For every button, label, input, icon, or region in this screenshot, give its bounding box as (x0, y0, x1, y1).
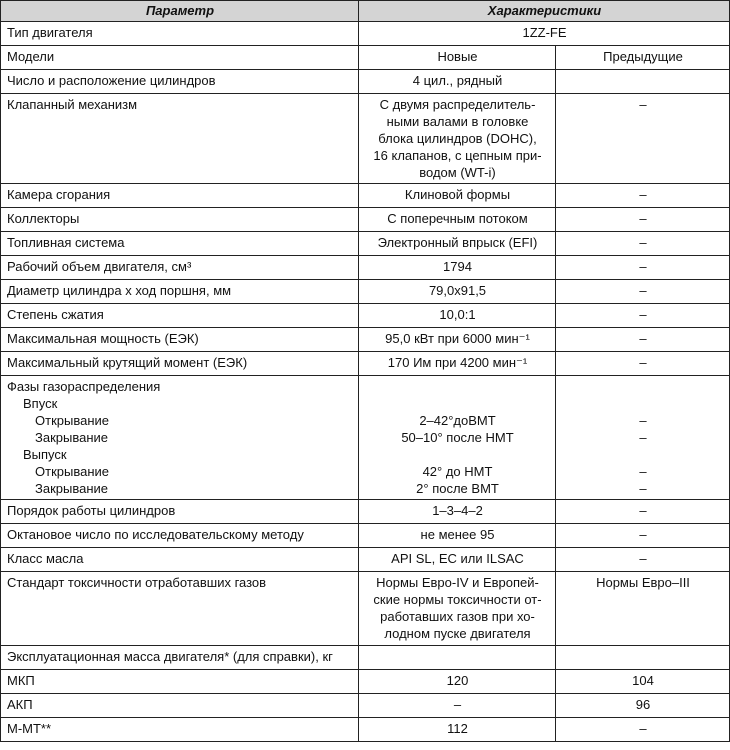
mass-row-label: МКП (1, 670, 359, 694)
row-prev: – (556, 500, 730, 524)
valve-label: Клапанный механизм (1, 94, 359, 184)
row-label: Степень сжатия (1, 304, 359, 328)
phases-new (359, 376, 556, 500)
phases-exhaust-close: Закрывание (35, 481, 109, 496)
phases-intake-open: Открывание (35, 413, 109, 428)
header-chars: Характеристики (359, 1, 730, 22)
row-prev: – (556, 524, 730, 548)
row-label: Диаметр цилиндра x ход поршня, мм (1, 280, 359, 304)
row-label: Порядок работы цилиндров (1, 500, 359, 524)
row-label: Октановое число по исследовательскому методу (1, 524, 359, 548)
table-row (1, 46, 730, 70)
engine-type-label: Тип двигателя (1, 22, 359, 46)
valve-line: 16 клапанов, с цепным при- (373, 148, 542, 163)
phases-prev-dash: – (639, 481, 647, 496)
phases-title: Фазы газораспределения (7, 379, 161, 394)
row-prev: – (556, 208, 730, 232)
valve-line: блока цилиндров (DOHC), (378, 131, 537, 146)
row-new: 95,0 кВт при 6000 мин⁻¹ (359, 328, 556, 352)
header-param: Параметр (1, 1, 359, 22)
row-prev: – (556, 280, 730, 304)
table-row (1, 524, 730, 548)
models-prev: Предыдущие (556, 46, 730, 70)
row-prev: – (556, 184, 730, 208)
toxicity-line: ские нормы токсичности от- (373, 592, 542, 607)
row-new: 170 Им при 4200 мин⁻¹ (359, 352, 556, 376)
toxicity-line: работавших газов при хо- (380, 609, 535, 624)
table-row (1, 232, 730, 256)
row-prev (556, 70, 730, 94)
table-row (1, 718, 730, 742)
valve-line: ными валами в головке (386, 114, 529, 129)
mass-row-prev: 104 (556, 670, 730, 694)
phases-exhaust-open: Открывание (35, 464, 109, 479)
mass-row-prev: – (556, 718, 730, 742)
table-row (1, 500, 730, 524)
row-new: 4 цил., рядный (359, 70, 556, 94)
row-prev: – (556, 256, 730, 280)
row-label: Максимальная мощность (ЕЭК) (1, 328, 359, 352)
table-row (1, 328, 730, 352)
table-row (1, 70, 730, 94)
row-label: Число и расположение цилиндров (1, 70, 359, 94)
table-row (1, 572, 730, 646)
phases-intake: Впуск (23, 396, 58, 411)
table-row (1, 694, 730, 718)
valve-prev: – (556, 94, 730, 184)
table-row (1, 256, 730, 280)
table-row (1, 352, 730, 376)
mass-row-label: АКП (1, 694, 359, 718)
row-prev: – (556, 352, 730, 376)
table-row (1, 208, 730, 232)
table-row (1, 280, 730, 304)
row-new: API SL, EC или ILSAC (359, 548, 556, 572)
row-new: 79,0x91,5 (359, 280, 556, 304)
exhaust-open-value: 42° до НМТ (422, 464, 493, 479)
table-row (1, 94, 730, 184)
row-prev: – (556, 328, 730, 352)
mass-row-new: 112 (359, 718, 556, 742)
mass-label: Эксплуатационная масса двигателя* (для справки), кг (1, 646, 359, 670)
table-row (1, 670, 730, 694)
phases-label (1, 376, 359, 500)
phases-intake-close: Закрывание (35, 430, 109, 445)
row-new: 1–3–4–2 (359, 500, 556, 524)
engine-type-value: 1ZZ-FE (359, 22, 730, 46)
row-label: Коллекторы (1, 208, 359, 232)
row-label: Камера сгорания (1, 184, 359, 208)
mass-row-new: 120 (359, 670, 556, 694)
row-new: 10,0:1 (359, 304, 556, 328)
table-row (1, 548, 730, 572)
phases-exhaust: Выпуск (23, 447, 67, 462)
row-prev: – (556, 232, 730, 256)
toxicity-label: Стандарт токсичности отработавших газов (1, 572, 359, 646)
row-new: Электронный впрыск (EFI) (359, 232, 556, 256)
row-label: Класс масла (1, 548, 359, 572)
row-label: Максимальный крутящий момент (ЕЭК) (1, 352, 359, 376)
table-row (1, 22, 730, 46)
row-prev: – (556, 548, 730, 572)
row-new: Клиновой формы (359, 184, 556, 208)
phases-prev-dash: – (639, 464, 647, 479)
models-label: Модели (1, 46, 359, 70)
mass-row-label: M-MT** (1, 718, 359, 742)
table-row (1, 184, 730, 208)
row-new: С поперечным потоком (359, 208, 556, 232)
header-row (1, 1, 730, 22)
mass-row-new: – (359, 694, 556, 718)
row-prev: – (556, 304, 730, 328)
row-new: 1794 (359, 256, 556, 280)
row-label: Топливная система (1, 232, 359, 256)
valve-line: С двумя распределитель- (379, 97, 536, 112)
row-new: не менее 95 (359, 524, 556, 548)
intake-close-value: 50–10° после НМТ (401, 430, 514, 445)
models-new: Новые (359, 46, 556, 70)
phases-prev-dash: – (639, 430, 647, 445)
phases-prev-dash: – (639, 413, 647, 428)
table-row (1, 376, 730, 500)
table-row (1, 646, 730, 670)
row-label: Рабочий объем двигателя, см³ (1, 256, 359, 280)
valve-line: водом (WT-i) (419, 165, 496, 180)
toxicity-value (359, 572, 556, 646)
intake-open-value: 2–42°доBMT (419, 413, 496, 428)
toxicity-prev: Нормы Евро–III (556, 572, 730, 646)
exhaust-close-value: 2° после ВМТ (416, 481, 499, 496)
valve-value (359, 94, 556, 184)
mass-row-prev: 96 (556, 694, 730, 718)
toxicity-line: лодном пуске двигателя (384, 626, 531, 641)
toxicity-line: Нормы Евро-IV и Европей- (376, 575, 539, 590)
phases-prev (556, 376, 730, 500)
table-row (1, 304, 730, 328)
